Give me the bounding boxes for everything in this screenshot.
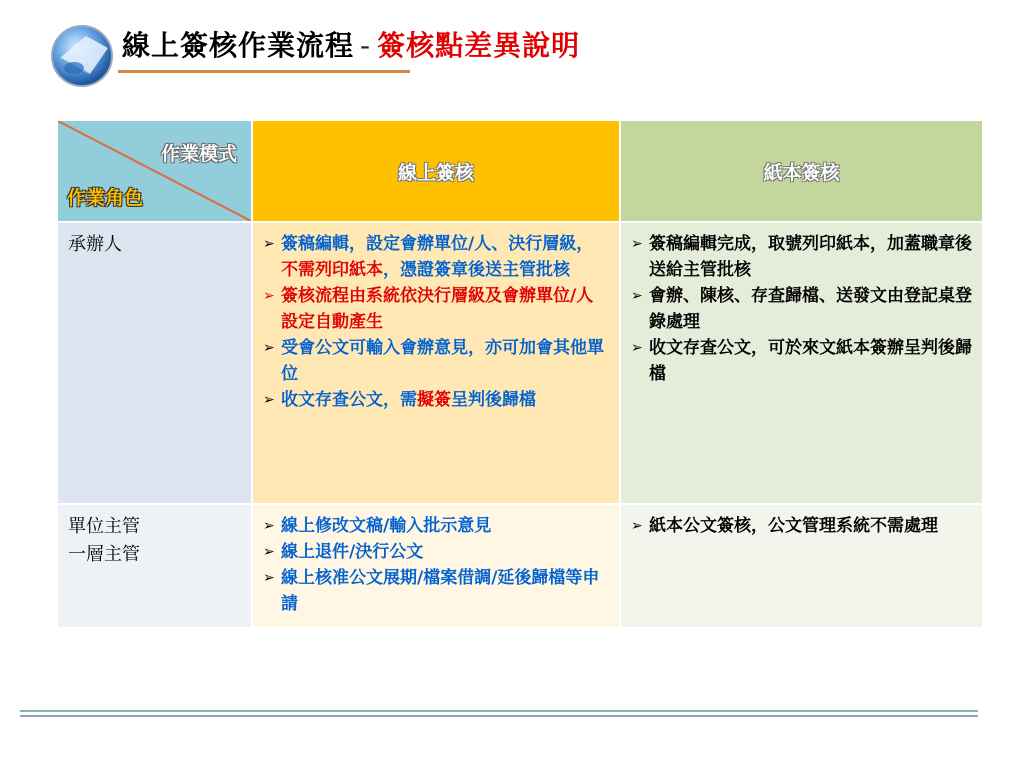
paper-cell-manager xyxy=(620,504,983,628)
diag-label-mode: 作業模式 xyxy=(160,143,237,165)
bullet-arrow-icon: ➢ xyxy=(263,544,275,560)
bullet-arrow-icon: ➢ xyxy=(263,392,275,408)
header-paper-label: 紙本簽核 xyxy=(763,161,840,184)
comparison-table xyxy=(56,119,984,629)
role-label: 一層主管 xyxy=(68,544,140,565)
bullet-arrow-icon: ➢ xyxy=(631,340,643,356)
role-cell-clerk xyxy=(57,222,252,504)
list-item-text: 受會公文可輸入會辦意見，亦可加會其他單位 xyxy=(281,338,604,384)
list-item xyxy=(263,283,609,335)
header-diagonal-cell xyxy=(57,120,252,222)
online-cell-clerk xyxy=(252,222,620,504)
header-paper xyxy=(620,120,983,222)
bullet-arrow-icon: ➢ xyxy=(631,236,643,252)
list-item: ➢ 線上核准公文展期/檔案借調/延後歸檔等申請 xyxy=(263,565,609,617)
paper-cell-clerk xyxy=(620,222,983,504)
title-main: 線上簽核作業流程 xyxy=(122,29,355,62)
bullet-arrow-icon: ➢ xyxy=(263,236,275,252)
online-list-clerk xyxy=(263,231,609,413)
online-cell-manager xyxy=(252,504,620,628)
globe-logo-icon xyxy=(46,18,118,90)
online-list-manager xyxy=(263,513,609,617)
diag-label-role: 作業角色 xyxy=(67,187,144,209)
bullet-arrow-icon: ➢ xyxy=(263,340,275,356)
list-item: ➢ 線上修改文稿/輸入批示意見 xyxy=(263,513,609,539)
bullet-arrow-icon: ➢ xyxy=(631,288,643,304)
bullet-arrow-icon: ➢ xyxy=(631,518,643,534)
bullet-arrow-icon: ➢ xyxy=(263,570,275,586)
list-item: ➢ 簽稿編輯完成，取號列印紙本，加蓋職章後送給主管批核 xyxy=(631,231,972,283)
header-online-label: 線上簽核 xyxy=(397,161,474,184)
list-item xyxy=(263,231,609,283)
footer-divider xyxy=(20,715,978,717)
list-item-text: ，憑證簽章後送主管批核 xyxy=(383,260,570,280)
role-cell-manager xyxy=(57,504,252,628)
role-label: 單位主管 xyxy=(68,516,140,537)
footer-divider xyxy=(20,710,978,712)
list-item: ➢ 紙本公文簽核，公文管理系統不需處理 xyxy=(631,513,972,539)
list-item xyxy=(263,387,609,413)
bullet-arrow-icon: ➢ xyxy=(263,288,275,304)
list-item: ➢ 線上退件/決行公文 xyxy=(263,539,609,565)
list-item-text: 收文存查公文，需 xyxy=(281,390,417,410)
list-item: ➢ 會辦、陳核、存查歸檔、送發文由登記桌登錄處理 xyxy=(631,283,972,335)
title-accent: 簽核點差異說明 xyxy=(377,29,581,62)
list-item-text: 呈判後歸檔 xyxy=(451,390,536,410)
page-title xyxy=(122,26,580,66)
list-item xyxy=(263,335,609,387)
header-online xyxy=(252,120,620,222)
title-separator: - xyxy=(360,29,372,62)
list-item-text: 擬簽 xyxy=(417,390,451,410)
bullet-arrow-icon: ➢ xyxy=(263,518,275,534)
list-item-text: 簽稿編輯，設定會辦單位/人、決行層級， xyxy=(281,234,594,254)
list-item-text: 不需列印紙本 xyxy=(281,260,383,280)
list-item-text: 簽核流程由系統依決行層級及會辦單位/人設定自動產生 xyxy=(281,286,594,332)
role-label: 承辦人 xyxy=(68,234,122,255)
paper-list-clerk xyxy=(631,231,972,387)
paper-list-manager xyxy=(631,513,972,539)
list-item: ➢ 收文存查公文，可於來文紙本簽辦呈判後歸檔 xyxy=(631,335,972,387)
title-underline xyxy=(118,70,410,73)
